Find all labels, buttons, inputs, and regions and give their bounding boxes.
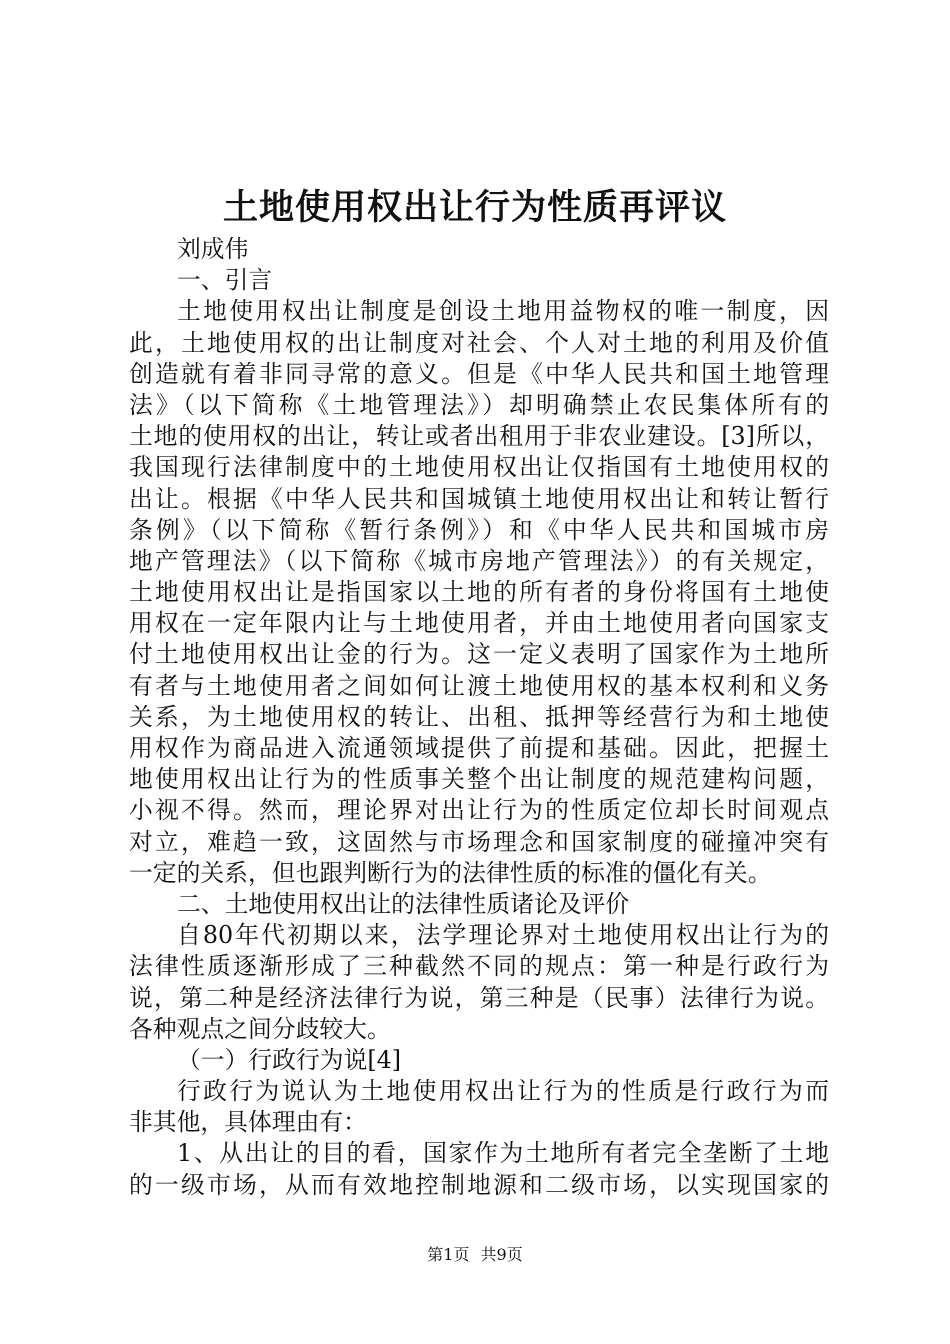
- text-line: 出让。根据《中华人民共和国城镇土地使用权出让和转让暂行: [129, 484, 829, 513]
- document-title: 土地使用权出让行为性质再评议: [222, 187, 727, 228]
- page-total: 共9页: [480, 1245, 523, 1264]
- text-line: 二、土地使用权出让的法律性质诸论及评价: [177, 889, 630, 918]
- text-line: 我国现行法律制度中的土地使用权出让仅指国有土地使用权的: [129, 453, 829, 482]
- text-line: 地产管理法》（以下简称《城市房地产管理法》）的有关规定，: [129, 546, 829, 575]
- text-line: 条例》（以下简称《暂行条例》）和《中华人民共和国城市房: [129, 515, 829, 544]
- text-line: 关系，为土地使用权的转让、出租、抵押等经营行为和土地使: [129, 702, 829, 731]
- text-line: 用权作为商品进入流通领域提供了前提和基础。因此，把握土: [129, 734, 829, 762]
- text-line: 小视不得。然而，理论界对出让行为的性质定位却长时间观点: [129, 796, 829, 825]
- text-line: 自80年代初期以来，法学理论界对土地使用权出让行为的: [177, 921, 829, 950]
- text-line: 一、引言: [177, 266, 273, 295]
- text-line: 法》（以下简称《土地管理法》）却明确禁止农民集体所有的: [129, 390, 829, 419]
- text-line: 土地的使用权的出让，转让或者出租用于非农业建设。[3]所以，: [129, 422, 829, 451]
- text-line: 一定的关系，但也跟判断行为的法律性质的标准的僵化有关。: [129, 858, 772, 887]
- text-line: 行政行为说认为土地使用权出让行为的性质是行政行为而: [177, 1077, 829, 1106]
- text-line: 非其他，具体理由有：: [129, 1108, 367, 1137]
- text-line: 地使用权出让行为的性质事关整个出让制度的规范建构问题，: [129, 765, 829, 794]
- page-footer: [0, 1245, 950, 1265]
- text-line: 刘成伟: [177, 235, 249, 263]
- text-line: 土地使用权出让制度是创设土地用益物权的唯一制度，因: [177, 297, 829, 326]
- page-number: 第1页: [427, 1245, 470, 1264]
- text-line: 用权在一定年限内让与土地使用者，并由土地使用者向国家支: [129, 609, 829, 638]
- text-line: 有者与土地使用者之间如何让渡土地使用权的基本权利和义务: [129, 671, 829, 700]
- text-line: 1、从出让的目的看，国家作为土地所有者完全垄断了土地: [177, 1139, 829, 1168]
- text-line: （一）行政行为说[4]: [177, 1045, 402, 1074]
- text-line: 创造就有着非同寻常的意义。但是《中华人民共和国土地管理: [129, 359, 829, 388]
- text-line: 付土地使用权出让金的行为。这一定义表明了国家作为土地所: [129, 640, 829, 669]
- text-line: 各种观点之间分歧较大。: [129, 1014, 391, 1043]
- text-line: 土地使用权出让是指国家以土地的所有者的身份将国有土地使: [129, 578, 829, 607]
- text-line: 此，土地使用权的出让制度对社会、个人对土地的利用及价值: [129, 328, 829, 357]
- text-line: 说，第二种是经济法律行为说，第三种是（民事）法律行为说。: [129, 983, 829, 1012]
- text-line: 法律性质逐渐形成了三种截然不同的规点：第一种是行政行为: [129, 952, 829, 981]
- text-line: 的一级市场，从而有效地控制地源和二级市场，以实现国家的: [129, 1170, 829, 1199]
- text-line: 对立，难趋一致，这固然与市场理念和国家制度的碰撞冲突有: [129, 827, 829, 856]
- document-body: [129, 234, 829, 1201]
